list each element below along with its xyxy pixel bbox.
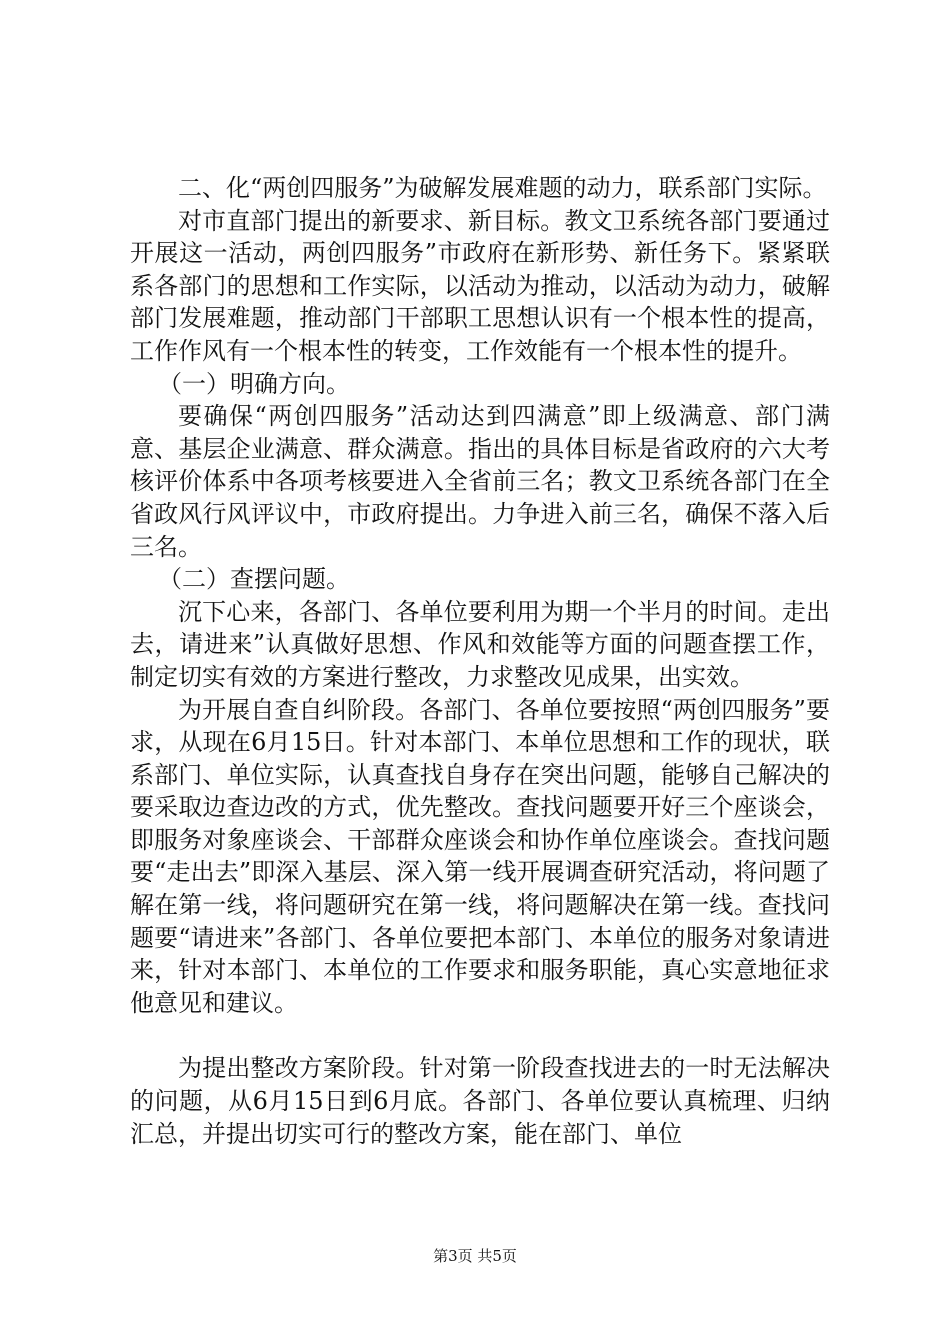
section-heading-two: 二、化“两创四服务”为破解发展难题的动力，联系部门实际。 bbox=[178, 174, 827, 202]
subheading-identify-problems: （二）查摆问题。 bbox=[158, 565, 350, 594]
body-paragraph: 为提出整改方案阶段。针对第一阶段查找进去的一时无法解决的问题，从6月15日到6月底。各部门、各单位要认真梳理、归纳汇总，并提出切实可行的整改方案，能在部门、单位 bbox=[130, 1054, 830, 1148]
body-paragraph: 沉下心来，各部门、各单位要利用为期一个半月的时间。走出去，请进来”认真做好思想、作风和效能等方面的问题查摆工作，制定切实有效的方案进行整改，力求整改见成果，出实效。 bbox=[130, 597, 830, 691]
page-number-footer: 第3页 共5页 bbox=[433, 1247, 517, 1265]
body-paragraph: 要确保“两创四服务”活动达到四满意”即上级满意、部门满意、基层企业满意、群众满意。指出的具体目标是省政府的六大考核评价体系中各项考核要进入全省前三名；教文卫系统各部门在全省政风行风评议中，市政府提出。力争进入前三名，确保不落入后三名。 bbox=[130, 402, 830, 561]
document-body bbox=[130, 172, 830, 1150]
subheading-clarify-direction: （一）明确方向。 bbox=[158, 369, 350, 398]
body-paragraph: 为开展自查自纠阶段。各部门、各单位要按照“两创四服务”要求，从现在6月15日。针对本部门、本单位思想和工作的现状，联系部门、单位实际，认真查找自身存在突出问题，能够自己解决的要采取边查边改的方式，优先整改。查找问题要开好三个座谈会，即服务对象座谈会、干部群众座谈会和协作单位座谈会。查找问题要“走出去”即深入基层、深入第一线开展调查研究活动，将问题了解在第一线，将问题研究在第一线，将问题解决在第一线。查找问题要“请进来”各部门、各单位要把本部门、本单位的服务对象请进来，针对本部门、本单位的工作要求和服务职能，真心实意地征求他意见和建议。 bbox=[130, 695, 830, 1017]
body-paragraph: 对市直部门提出的新要求、新目标。教文卫系统各部门要通过开展这一活动，两创四服务”市政府在新形势、新任务下。紧紧联系各部门的思想和工作实际，以活动为推动，以活动为动力，破解部门发展难题，推动部门干部职工思想认识有一个根本性的提高，工作作风有一个根本性的转变，工作效能有一个根本性的提升。 bbox=[130, 206, 830, 365]
paragraph-gap bbox=[130, 1019, 830, 1052]
